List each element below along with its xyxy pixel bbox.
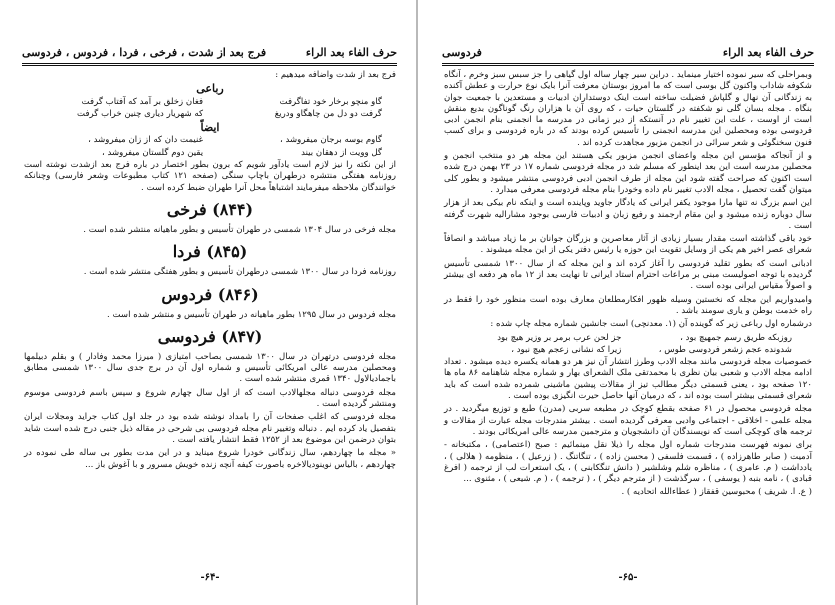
hemistich: روزبکه طریق رسم جمهیچ بود ، <box>680 332 792 343</box>
header-rule <box>22 65 397 66</box>
rubai-title: رباعی <box>196 82 224 96</box>
entry-heading: (۸۴۶) فردوس <box>161 284 259 304</box>
right-page-body <box>444 70 812 501</box>
paragraph: ( ع. ا. شریف ) محبوسین قفقاز ( عطاءالله اتحادیه ) . <box>621 487 812 498</box>
paragraph: خصوصیات مجله فردوسی مانند مجله الادب وطرز انتشار آن نیز هر دو همانه یکسره دیده میشود . تعداد ادامه مجله الادب و شعبی بیان نظری با محمدتقی ملک الشعرای بهار و شماره مجله شاهنامه ۸۶ ماه ها ۱۲۰ صفحه بود ، یعنی قسمتی دیگر مطالب تیز از مقالات پیشین ماشینی شمرده شده است که باید شعرای قسمتی بیشتر است بوده اند ، که درمیان آنها حاصل حیرت انگیزی بوده است . <box>444 357 812 402</box>
hemistich: گاو منچو برخار خود تفاگرفت <box>279 96 382 107</box>
page-number: -۶۴- <box>200 572 220 583</box>
right-header-topic: فردوسی <box>442 45 482 59</box>
ayza-title: ایضاً <box>200 121 220 135</box>
header-rule <box>442 63 814 64</box>
paragraph: برای نمونه فهرست مندرجات شماره اول مجله را ذیلا نقل مینمائیم : صبح (اعتصامی) ، مکتبخانه - آدمیت ( صابر طاهرزاده ) ، قسمت فلسفی ( محسن زاده ) ، تنگاتنگ . ( زرعیل ) ، منظومه ( هلالی ) ، یادداشت ( م. عامری ) ، مناظره شلم وشلشیر ( دانش تنگکابنی ) ، یک استعرات لب از ترجمه ( افرغ قبادی ) ، نامه بنبه ( یوسفی ) ، سرگذشت ( از مترجم دیگر ) ، ( ترجمه ) ، ( م. شیعی ) ، مثنوی ... <box>444 440 812 485</box>
paragraph: مجله فردوسی که اغلب صفحات آن را بامداد نوشته شده بود در جلد اول کتاب جراید ومجلات ایران بتفصیل یاد کرده ایم . دنباله وتغییر نام مجله فردوسی بی شرحی در مقاله ذیل جنبی درج شده است شاید بتوان درضمن این موضوع بعد از ۱۲۵۲ فقط انتشار یافته است . <box>24 412 396 445</box>
verse-line <box>444 333 812 344</box>
paragraph: وامیدواریم این مجله که نخستین وسیله ظهور افکارمطلعان معارف بوده است منظور خود را فقط در راه خدمت بوطن و یاری سومند باشد . <box>444 294 812 316</box>
hemistich: گاوم بوسه برجان میفروشد ، <box>279 135 382 146</box>
left-page-body <box>24 70 396 473</box>
left-page <box>0 0 417 605</box>
entry-heading: (۸۴۴) فرخی <box>166 199 254 219</box>
paragraph: مجله فردوسی درتهران در سال ۱۳۰۰ شمسی بصاحب امتیازی ( میرزا محمد وفادار ) و بقلم دبیلمها ومحصلین مدرسه عالی امریکائی تأسیس و شماره اول آن در برج جدی سال ۱۳۰۰ شمسی مطابق باجمادیالاول ۱۳۴۰ قمری منتشر شده است . <box>24 351 396 385</box>
paragraph: و از آنجاکه مؤسس این مجله واعضای انجمن مزبور یکی هستند این مجله هر دو منتخب انجمن و محصلین مدرسه است این بعد اینطور که مسلم شد در مجله فردوسی شماره ۱۷ در ۲۳ بهمن درج شده است اکنون که صراحت گفته شود این مجله از طرف انجمن ادبی فردوسی منتشر میشود و بطور کلی میتوان گفت تحصیل ، مجله الادب تغییر نام داده وخودرا بنام مجله فردوسی معرفی میدارد . <box>444 151 812 195</box>
hemistich: شدونده عجم زشعر فردوسی طوس ، <box>658 344 792 355</box>
verse-line <box>24 97 396 108</box>
hemistich: جز لحن عرب برمر بر وزیر هیچ بود <box>497 332 622 343</box>
verse-line <box>24 135 396 146</box>
paragraph: این اسم بزرگ نه تنها مارا موجود یکفر ایرانی که یادگار جاوید وپاینده است و اینکه نام بیکی بعد از هزار سال دوباره زنده میشود و این مقام ارجمند و رفیع زبان و ادبیات فارسی بوجود مشارالیه شهرت گرفته است . <box>444 198 812 231</box>
hemistich: گرفت دو دل من چاهگاو ودریغ <box>274 108 382 119</box>
page-number: -۶۵- <box>618 572 638 583</box>
header-rule <box>442 65 814 66</box>
entry-heading: (۸۴۵) فردا <box>172 242 248 262</box>
paragraph: مجله فردوس در سال ۱۲۹۵ بطور ماهیانه در طهران تأسیس و منتشر شده است . <box>107 309 396 320</box>
right-running-header <box>442 42 814 62</box>
paragraph: « مجله ما چهاردهم، سال زندگانی خودرا شروع میناید و در این مدت بطور بی ساله طی نموده در چهاردهم ، بالیاس نوینودیالاخره باصورت کیفه آنچه زنده خویش مسرور و با آغوش باز ... <box>24 448 396 470</box>
verse-line <box>24 148 396 159</box>
paragraph: روزنامه فردا در سال ۱۳۰۰ شمسی درطهران تأسیس و بطور هفتگی منتشر شده است . <box>83 267 396 278</box>
hemistich: زیرا که نشانی زعجم هیچ نبود ، <box>511 344 622 355</box>
paragraph: مجله فردوسی محصول در ۶۱ صفحه بقطع کوچک در مطبعه سربی (مدرن) طبع و توزیع میگردید . در مجله علمی - اخلاقی - اجتماعی وادبی معرفی گردیده است . بیشتر مندرجات مجله عبارت از مقالات و ترجمه های کوچکی است که نویسندگان آن دانشجویان و مترجمین مدرسه عالی امریکائی بودند . <box>444 404 812 437</box>
paragraph: مجله فرخی در سال ۱۳۰۴ شمسی در طهران تأسیس و بطور ماهیانه منتشر شده است . <box>83 224 396 235</box>
hemistich: یقین دوم گلستان میفروشد ، <box>101 147 204 158</box>
hemistich: که شهریار دیاری چنین خراب گرفت <box>77 108 204 119</box>
hemistich: گل وویت از دهقان بیند <box>301 147 382 158</box>
entry-heading: (۸۴۷) فردوسی <box>157 326 263 346</box>
header-rule <box>22 63 397 64</box>
poem-block <box>24 97 396 159</box>
right-page <box>418 0 835 605</box>
verse-line <box>444 345 812 356</box>
hemistich: غنیمت دان که از زان میفروشد ، <box>88 135 204 146</box>
paragraph: وبمراحلی که سیر نموده اختیار مینماید . دراین سیر چهار ساله اول گیاهی را جز سبس سبز وخرم ، آنگاه شکوفه شاداب واکنون گل بوسی است که ما امروز بوستان معرفت آنرا بایک نوع حرارت و عطش آکنده به زندگانی آن نهال و گلپاش فضیلت ساخته است اینک دوستداران ادبیات و مستعدین با جمعیت جوان بنگاه . مجله بسان گلی نو شکفته در گلستان حیات ، که روی آن با هزاران رنگ گوناگون بدیع منقش است از اوست ، علت این تغییر نام در آنستکه از دیر زمانی در مدرسه ما انجمنی بنام انجمن ادبی فردوسی بوده ومحصلین این مدرسه انجمنی را تأسیس کرده بودند که در باره فردوسی و برای کسب فنون سخنگوئی و شعر سرائی در انجمن مزبور مجاهدت کرده اند . <box>444 70 812 148</box>
left-header-section: حرف الفاء بعد الراء <box>305 45 397 59</box>
right-header-section: حرف الفاء بعد الراء <box>722 45 814 59</box>
paragraph: خود باقی گذاشته است مقدار بسیار زیادی از آثار معاصرین و بزرگان جوانان بر ما زیاد میباشد و انصافاً شعرای عصر اخیر هم یکی از وسایل تقویت این حوزه یا رئیس دفتر یکی از این مجله میشوند . <box>444 234 812 256</box>
paragraph: درشماره اول رباعی زیر که گوینده آن (۱. معدنچی) است جانشین شماره مجله چاپ شده : <box>490 319 812 330</box>
left-header-topics: فرج بعد از شدت ، فرخی ، فردا ، فردوس ، فردوسی <box>22 45 267 59</box>
verse-line <box>24 109 396 120</box>
paragraph: مجله فردوسی دنباله مجلهالادب است که از اول سال چهارم شروع و سپس باسم فردوسی موسوم ومنتشر گردیده است . <box>24 387 396 410</box>
paragraph: ادبانی است که بطور تقلید فردوسی را آغاز کرده اند و این مجله که از سال ۱۳۰۰ شمسی تأسیس گردیده با توجه اصولیست مبنی بر مراعات احترام استاد ایرانی تا نهایت بعد از ۱۲ ماه هر دفعه ای بیشتر و اصولاً مقیاس ایرانی بوده است . <box>444 258 812 292</box>
intro-line: فرج بعد از شدت واضافه میدهیم : <box>275 70 396 80</box>
left-running-header <box>22 42 397 62</box>
paragraph: از این نکته را نیز لازم است یادآور شویم که برون بطور اختصار در باره فرج بعد ازشدت نوشته است روزنامه هفتگی منتشره درطهران باچاپ سنگی (صفحه ۱۲۱ کتاب مطبوعات وشعر فارسی) وچنانکه خوانندگان ملاحظه میفرمایند اشتباهاً محل آنرا طهران ضبط کرده است . <box>24 160 396 193</box>
hemistich: فغان زخلق بر آمد که آفتاب گرفت <box>81 96 204 107</box>
